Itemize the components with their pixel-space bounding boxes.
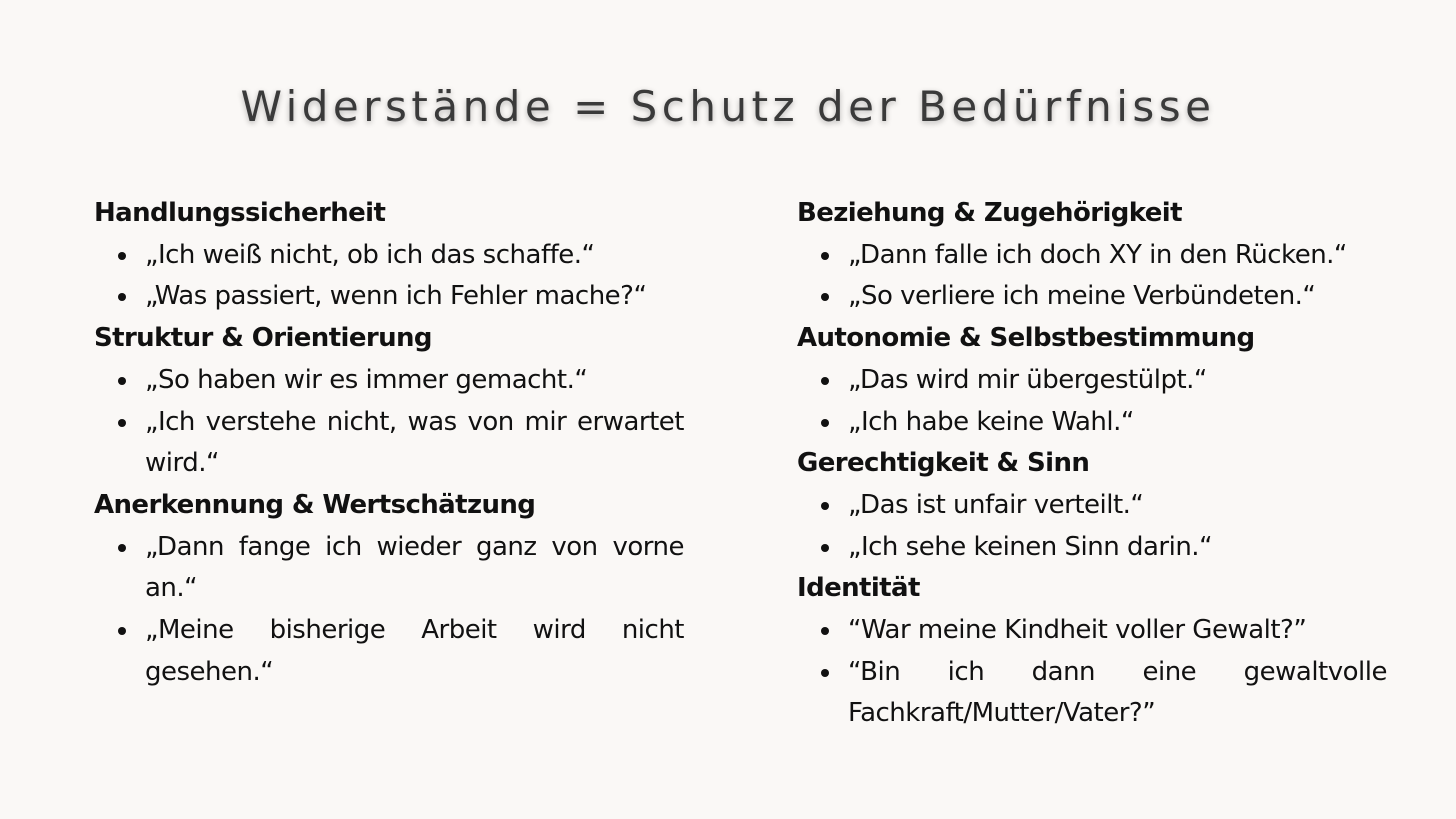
section-heading: Beziehung & Zugehörigkeit xyxy=(797,198,1182,228)
quote-item: „Das wird mir übergestülpt.“ xyxy=(848,360,1387,402)
quote-item: „Dann falle ich doch XY in den Rücken.“ xyxy=(848,235,1387,277)
quote-item: „Ich sehe keinen Sinn darin.“ xyxy=(848,527,1387,569)
quote-item: „Ich weiß nicht, ob ich das schaffe.“ xyxy=(145,235,684,277)
quote-item: „So verliere ich meine Verbündeten.“ xyxy=(848,276,1387,318)
quote-item: „Was passiert, wenn ich Fehler mache?“ xyxy=(145,276,684,318)
slide-title: Widerstände = Schutz der Bedürfnisse xyxy=(240,82,1216,131)
section-heading: Gerechtigkeit & Sinn xyxy=(797,448,1090,479)
quote-item: „So haben wir es immer gemacht.“ xyxy=(145,360,684,402)
quote-list xyxy=(797,235,1387,318)
quote-item: „Ich verstehe nicht, was von mir erwartet wird.“ xyxy=(145,402,684,485)
quote-item: „Ich habe keine Wahl.“ xyxy=(848,402,1387,444)
quote-list xyxy=(94,360,684,485)
quote-list xyxy=(797,610,1387,735)
quote-list xyxy=(797,485,1387,568)
section-heading: Anerkennung & Wertschätzung xyxy=(94,489,536,520)
left-column xyxy=(94,193,684,693)
section-heading: Autonomie & Selbstbestimmung xyxy=(797,323,1255,354)
section-heading: Handlungssicherheit xyxy=(94,198,386,228)
quote-item: „Dann fange ich wieder ganz von vorne an.“ xyxy=(145,527,684,610)
quote-item: “War meine Kindheit voller Gewalt?” xyxy=(848,610,1387,652)
section-heading: Identität xyxy=(797,573,920,604)
quote-list xyxy=(94,235,684,318)
quote-list xyxy=(94,527,684,694)
quote-item: „Meine bisherige Arbeit wird nicht gesehen.“ xyxy=(145,610,684,693)
quote-item: „Das ist unfair verteilt.“ xyxy=(848,485,1387,527)
right-column xyxy=(797,193,1387,735)
quote-item: “Bin ich dann eine gewaltvolle Fachkraft/Mutter/Vater?” xyxy=(848,652,1387,735)
section-heading: Struktur & Orientierung xyxy=(94,323,432,354)
quote-list xyxy=(797,360,1387,443)
